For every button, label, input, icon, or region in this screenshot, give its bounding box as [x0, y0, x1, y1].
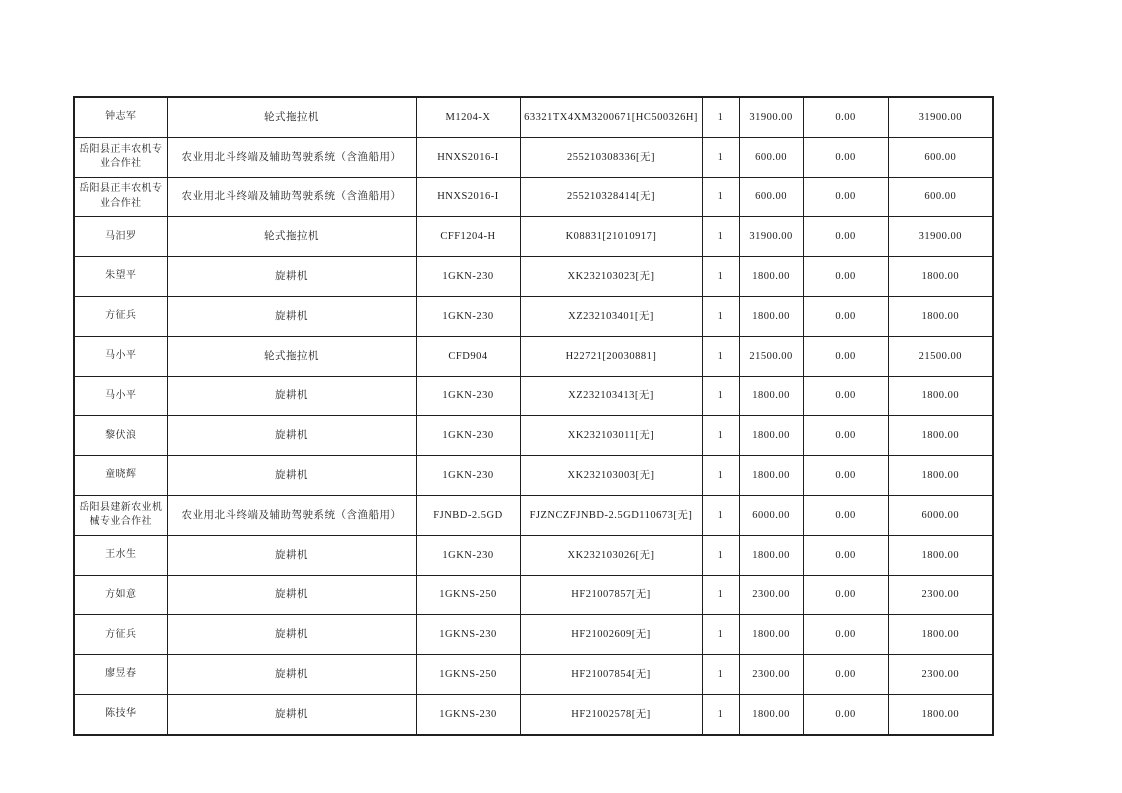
- cell-machine: 旋耕机: [167, 655, 416, 695]
- cell-model: FJNBD-2.5GD: [416, 495, 520, 535]
- cell-model: 1GKN-230: [416, 376, 520, 416]
- cell-model: 1GKN-230: [416, 257, 520, 297]
- cell-total: 6000.00: [888, 495, 993, 535]
- cell-deduction: 0.00: [803, 535, 888, 575]
- cell-name: 岳阳县正丰农机专业合作社: [74, 177, 167, 217]
- cell-machine: 旋耕机: [167, 535, 416, 575]
- cell-qty: 1: [702, 296, 739, 336]
- cell-deduction: 0.00: [803, 257, 888, 297]
- cell-total: 1800.00: [888, 615, 993, 655]
- table-row: [74, 655, 993, 695]
- cell-qty: 1: [702, 575, 739, 615]
- table-row: [74, 177, 993, 217]
- cell-name: 黎伏浪: [74, 416, 167, 456]
- cell-machine: 旋耕机: [167, 416, 416, 456]
- cell-serial: XK232103026[无]: [520, 535, 702, 575]
- cell-name: 王水生: [74, 535, 167, 575]
- table-row: [74, 97, 993, 137]
- cell-model: M1204-X: [416, 97, 520, 137]
- cell-total: 600.00: [888, 137, 993, 177]
- cell-price: 31900.00: [739, 97, 803, 137]
- cell-deduction: 0.00: [803, 495, 888, 535]
- cell-name: 钟志军: [74, 97, 167, 137]
- cell-name: 岳阳县正丰农机专业合作社: [74, 137, 167, 177]
- cell-model: 1GKN-230: [416, 416, 520, 456]
- cell-machine: 轮式拖拉机: [167, 217, 416, 257]
- cell-machine: 农业用北斗终端及辅助驾驶系统（含渔船用）: [167, 495, 416, 535]
- cell-deduction: 0.00: [803, 336, 888, 376]
- table-row: [74, 416, 993, 456]
- cell-qty: 1: [702, 655, 739, 695]
- cell-serial: HF21007854[无]: [520, 655, 702, 695]
- cell-name: 马汨罗: [74, 217, 167, 257]
- cell-price: 6000.00: [739, 495, 803, 535]
- cell-price: 1800.00: [739, 416, 803, 456]
- cell-model: 1GKNS-230: [416, 694, 520, 734]
- cell-name: 朱望平: [74, 257, 167, 297]
- cell-model: 1GKNS-250: [416, 575, 520, 615]
- cell-serial: FJZNCZFJNBD-2.5GD110673[无]: [520, 495, 702, 535]
- cell-qty: 1: [702, 535, 739, 575]
- cell-serial: XZ232103413[无]: [520, 376, 702, 416]
- cell-qty: 1: [702, 137, 739, 177]
- cell-machine: 旋耕机: [167, 615, 416, 655]
- table-row: [74, 336, 993, 376]
- cell-qty: 1: [702, 416, 739, 456]
- table-body: [74, 97, 993, 735]
- cell-qty: 1: [702, 495, 739, 535]
- cell-serial: XK232103003[无]: [520, 456, 702, 496]
- cell-machine: 农业用北斗终端及辅助驾驶系统（含渔船用）: [167, 137, 416, 177]
- cell-machine: 旋耕机: [167, 575, 416, 615]
- machinery-subsidy-table: [73, 96, 994, 736]
- table-row: [74, 257, 993, 297]
- table-row: [74, 535, 993, 575]
- table-row: [74, 694, 993, 734]
- cell-deduction: 0.00: [803, 137, 888, 177]
- cell-deduction: 0.00: [803, 296, 888, 336]
- cell-model: CFD904: [416, 336, 520, 376]
- cell-serial: HF21002578[无]: [520, 694, 702, 734]
- cell-machine: 旋耕机: [167, 257, 416, 297]
- cell-price: 21500.00: [739, 336, 803, 376]
- cell-qty: 1: [702, 257, 739, 297]
- cell-serial: K08831[21010917]: [520, 217, 702, 257]
- cell-deduction: 0.00: [803, 456, 888, 496]
- cell-deduction: 0.00: [803, 416, 888, 456]
- cell-total: 2300.00: [888, 575, 993, 615]
- cell-name: 方征兵: [74, 296, 167, 336]
- cell-name: 童晓辉: [74, 456, 167, 496]
- cell-machine: 旋耕机: [167, 694, 416, 734]
- cell-price: 1800.00: [739, 535, 803, 575]
- cell-model: HNXS2016-I: [416, 177, 520, 217]
- cell-deduction: 0.00: [803, 217, 888, 257]
- cell-total: 31900.00: [888, 217, 993, 257]
- cell-total: 600.00: [888, 177, 993, 217]
- cell-qty: 1: [702, 97, 739, 137]
- cell-total: 1800.00: [888, 456, 993, 496]
- cell-qty: 1: [702, 456, 739, 496]
- cell-name: 方如意: [74, 575, 167, 615]
- cell-qty: 1: [702, 217, 739, 257]
- table-row: [74, 456, 993, 496]
- cell-price: 1800.00: [739, 376, 803, 416]
- cell-machine: 旋耕机: [167, 376, 416, 416]
- cell-deduction: 0.00: [803, 376, 888, 416]
- cell-price: 1800.00: [739, 456, 803, 496]
- cell-total: 1800.00: [888, 535, 993, 575]
- cell-price: 1800.00: [739, 615, 803, 655]
- cell-serial: XZ232103401[无]: [520, 296, 702, 336]
- cell-qty: 1: [702, 177, 739, 217]
- cell-name: 廖昱春: [74, 655, 167, 695]
- cell-serial: HF21002609[无]: [520, 615, 702, 655]
- cell-model: 1GKN-230: [416, 456, 520, 496]
- cell-name: 马小平: [74, 336, 167, 376]
- cell-machine: 旋耕机: [167, 296, 416, 336]
- cell-model: 1GKN-230: [416, 296, 520, 336]
- table-row: [74, 137, 993, 177]
- cell-serial: H22721[20030881]: [520, 336, 702, 376]
- table-row: [74, 376, 993, 416]
- cell-serial: 63321TX4XM3200671[HC500326H]: [520, 97, 702, 137]
- cell-model: 1GKN-230: [416, 535, 520, 575]
- cell-machine: 农业用北斗终端及辅助驾驶系统（含渔船用）: [167, 177, 416, 217]
- cell-deduction: 0.00: [803, 694, 888, 734]
- cell-serial: 255210328414[无]: [520, 177, 702, 217]
- cell-model: CFF1204-H: [416, 217, 520, 257]
- cell-price: 2300.00: [739, 655, 803, 695]
- cell-model: HNXS2016-I: [416, 137, 520, 177]
- cell-serial: XK232103023[无]: [520, 257, 702, 297]
- cell-deduction: 0.00: [803, 575, 888, 615]
- cell-name: 岳阳县建新农业机械专业合作社: [74, 495, 167, 535]
- cell-total: 1800.00: [888, 416, 993, 456]
- cell-deduction: 0.00: [803, 177, 888, 217]
- cell-total: 1800.00: [888, 257, 993, 297]
- cell-price: 31900.00: [739, 217, 803, 257]
- cell-qty: 1: [702, 336, 739, 376]
- cell-qty: 1: [702, 376, 739, 416]
- table-row: [74, 296, 993, 336]
- cell-model: 1GKNS-250: [416, 655, 520, 695]
- cell-model: 1GKNS-230: [416, 615, 520, 655]
- cell-deduction: 0.00: [803, 615, 888, 655]
- cell-price: 1800.00: [739, 257, 803, 297]
- cell-deduction: 0.00: [803, 97, 888, 137]
- cell-total: 2300.00: [888, 655, 993, 695]
- table-row: [74, 495, 993, 535]
- cell-serial: 255210308336[无]: [520, 137, 702, 177]
- cell-qty: 1: [702, 694, 739, 734]
- cell-total: 1800.00: [888, 694, 993, 734]
- cell-qty: 1: [702, 615, 739, 655]
- cell-machine: 轮式拖拉机: [167, 97, 416, 137]
- cell-total: 1800.00: [888, 296, 993, 336]
- cell-price: 600.00: [739, 137, 803, 177]
- cell-deduction: 0.00: [803, 655, 888, 695]
- cell-name: 陈技华: [74, 694, 167, 734]
- cell-total: 21500.00: [888, 336, 993, 376]
- cell-total: 31900.00: [888, 97, 993, 137]
- table-row: [74, 217, 993, 257]
- cell-price: 1800.00: [739, 296, 803, 336]
- cell-price: 1800.00: [739, 694, 803, 734]
- cell-serial: HF21007857[无]: [520, 575, 702, 615]
- cell-machine: 旋耕机: [167, 456, 416, 496]
- cell-name: 方征兵: [74, 615, 167, 655]
- table-row: [74, 615, 993, 655]
- cell-total: 1800.00: [888, 376, 993, 416]
- cell-serial: XK232103011[无]: [520, 416, 702, 456]
- cell-name: 马小平: [74, 376, 167, 416]
- cell-machine: 轮式拖拉机: [167, 336, 416, 376]
- table-row: [74, 575, 993, 615]
- cell-price: 2300.00: [739, 575, 803, 615]
- cell-price: 600.00: [739, 177, 803, 217]
